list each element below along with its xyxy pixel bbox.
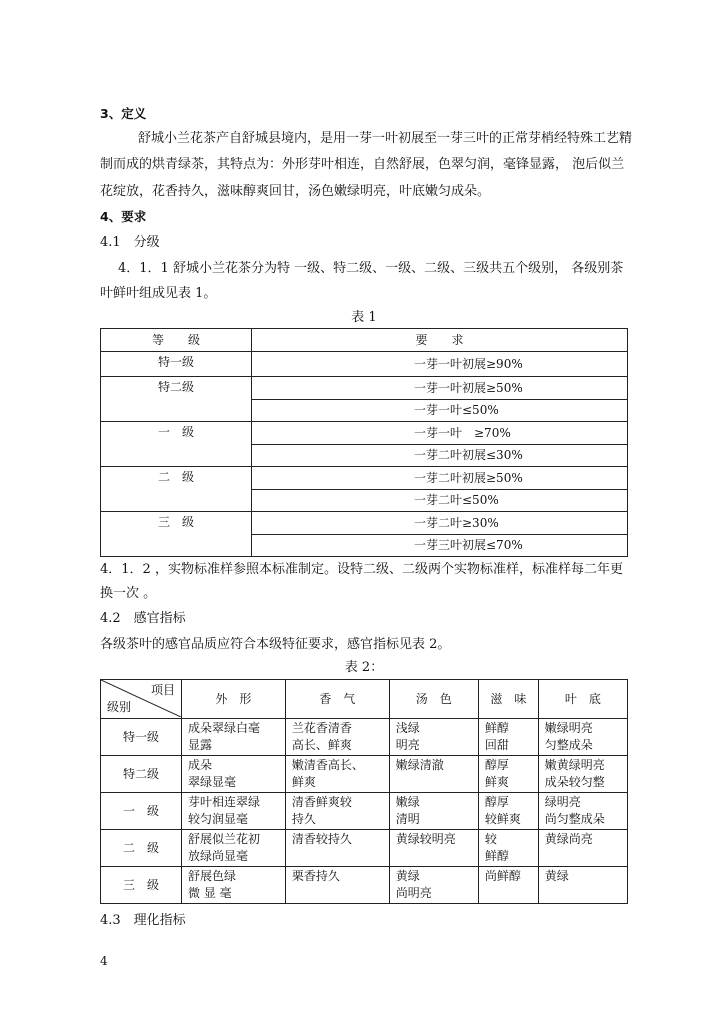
cell-line: 嫩绿 [395, 795, 420, 809]
table-row [101, 830, 628, 867]
cell-line: 清香较持久 [291, 832, 352, 846]
cell-line: 较匀润显毫 [188, 812, 249, 826]
section-4-1-1-line-1: 4．1．1 舒城小兰花茶分为特 一级、特二级、一级、二级、三级共五个级别， 各级别茶 [118, 261, 624, 276]
table-1-header-grade: 等 级 [101, 329, 252, 352]
cell-line: 微 显 毫 [188, 886, 232, 900]
cell-line: 嫩绿明亮 [544, 721, 593, 735]
requirement-text: 一芽二叶初展≤30% [414, 448, 523, 463]
cell-line: 黄绿尚亮 [544, 832, 593, 846]
section-4-2-line: 各级茶叶的感官品质应符合本级特征要求，感官指标见表 2。 [100, 637, 451, 652]
table-1-grade: 特一级 [101, 351, 252, 377]
table-2-cell [478, 756, 538, 793]
cell-line: 放绿尚显毫 [188, 849, 249, 863]
table-2-cell [285, 793, 389, 830]
cell-line: 尚匀整成朵 [544, 812, 605, 826]
cell-line: 较鲜爽 [484, 812, 521, 826]
section-3-line-2: 制而成的烘青绿茶，其特点为：外形芽叶相连，自然舒展，色翠匀润，毫锋显露， 泡后似兰 [100, 157, 625, 172]
cell-line: 成朵较匀整 [544, 775, 605, 789]
cell-line: 鲜醇 [484, 849, 509, 863]
cell-line: 绿明亮 [544, 795, 581, 809]
table-1-requirement [252, 534, 628, 557]
section-4-heading: 4、要求 [100, 209, 147, 224]
table-row [101, 756, 628, 793]
section-4-2-title: 4.2 感官指标 [100, 611, 186, 626]
section-4-1-2-line-2: 换一次 。 [100, 586, 157, 601]
section-3-line-1: 舒城小兰花茶产自舒城县境内，是用一芽一叶初展至一芽三叶的正常芽梢经特殊工艺精 [138, 131, 633, 146]
cell-line: 清明 [395, 812, 420, 826]
requirement-text: 一芽二叶≥30% [414, 515, 499, 530]
table-2-body [101, 719, 628, 904]
page-number: 4 [100, 954, 108, 968]
requirement-text: 一芽三叶初展≤70% [414, 538, 523, 553]
cell-line: 鲜醇 [484, 721, 509, 735]
table-2-cell [478, 830, 538, 867]
table-1 [100, 328, 628, 557]
table-2-grade: 一 级 [101, 793, 182, 830]
cell-line: 显露 [188, 738, 213, 752]
table-1-requirement [252, 467, 628, 490]
table-1-requirement [252, 422, 628, 445]
cell-line: 尚明亮 [395, 886, 432, 900]
cell-line: 嫩绿清澈 [395, 758, 444, 772]
cell-line: 成朵翠绿白毫 [188, 721, 261, 735]
cell-line: 较 [484, 832, 497, 846]
table-2-cell [538, 756, 627, 793]
table-1-requirement [252, 512, 628, 535]
table-2-header: 香 气 [285, 680, 389, 719]
cell-line: 高长、鲜爽 [291, 738, 352, 752]
section-4-3-title: 4.3 理化指标 [100, 913, 186, 928]
table-row [101, 867, 628, 904]
cell-line: 兰花香清香 [291, 721, 352, 735]
requirement-text: 一芽一叶初展≥50% [414, 380, 523, 395]
section-4-1-1-line-2: 叶鲜叶组成见表 1。 [100, 286, 217, 301]
cell-line: 成朵 [188, 758, 213, 772]
table-2-cell [182, 867, 286, 904]
table-2-header: 滋 味 [478, 680, 538, 719]
table-2-cell [389, 793, 478, 830]
cell-line: 舒展似兰花初 [188, 832, 261, 846]
table-2-cell [389, 719, 478, 756]
section-3-line-3: 花绽放，花香持久，滋味醇爽回甘，汤色嫩绿明亮，叶底嫩匀成朵。 [100, 184, 491, 199]
table-2-cell [389, 830, 478, 867]
cell-line: 鲜爽 [484, 775, 509, 789]
table-1-grade: 一 级 [101, 422, 252, 467]
cell-line: 芽叶相连翠绿 [188, 795, 261, 809]
cell-line: 舒展色绿 [188, 869, 237, 883]
table-2-cell [538, 867, 627, 904]
table-1-requirement [252, 377, 628, 400]
table-2-cell [478, 867, 538, 904]
table-2-cell [538, 719, 627, 756]
section-3-heading: 3、定义 [100, 106, 147, 121]
cell-line: 清香鲜爽较 [291, 795, 352, 809]
cell-line: 嫩黄绿明亮 [544, 758, 605, 772]
table-2-corner-bottom: 级别 [107, 700, 132, 714]
table-2-cell [538, 793, 627, 830]
table-2-cell [285, 719, 389, 756]
cell-line: 翠绿显毫 [188, 775, 237, 789]
table-2-grade: 特一级 [101, 719, 182, 756]
table-2 [100, 679, 628, 904]
table-2-cell [478, 793, 538, 830]
cell-line: 栗香持久 [291, 869, 340, 883]
table-2-cell [478, 719, 538, 756]
requirement-text: 一芽二叶≤50% [414, 493, 499, 508]
cell-line: 持久 [291, 812, 316, 826]
table-2-grade: 二 级 [101, 830, 182, 867]
table-2-cell [182, 719, 286, 756]
cell-line: 明亮 [395, 738, 420, 752]
table-2-cell [182, 756, 286, 793]
cell-line: 回甜 [484, 738, 509, 752]
table-1-requirement [252, 489, 628, 512]
table-1-grade: 特二级 [101, 377, 252, 422]
table-1-caption: 表 1 [351, 310, 377, 325]
table-2-corner-cell [101, 680, 182, 719]
table-1-requirement [252, 351, 628, 377]
cell-line: 醇厚 [484, 758, 509, 772]
table-2-header: 叶 底 [538, 680, 627, 719]
table-2-cell [538, 830, 627, 867]
section-4-1-title: 4.1 分级 [100, 235, 160, 250]
cell-line: 鲜爽 [291, 775, 316, 789]
table-1-requirement [252, 444, 628, 467]
cell-line: 黄绿较明亮 [395, 832, 456, 846]
cell-line: 尚鲜醇 [484, 869, 521, 883]
table-2-cell [182, 830, 286, 867]
table-1-header-requirement: 要 求 [252, 329, 628, 352]
cell-line: 浅绿 [395, 721, 420, 735]
table-row [101, 793, 628, 830]
cell-line: 嫩清香高长、 [291, 758, 364, 772]
table-2-header: 汤 色 [389, 680, 478, 719]
section-4-1-2-line-1: 4．1．2 ，实物标准样参照本标准制定。设特二级、二级两个实物标准样，标准样每二年更 [100, 562, 623, 577]
table-row [101, 719, 628, 756]
table-2-cell [182, 793, 286, 830]
table-1-grade: 二 级 [101, 467, 252, 512]
table-2-caption: 表 2： [344, 660, 384, 675]
cell-line: 黄绿 [395, 869, 420, 883]
table-2-cell [285, 756, 389, 793]
table-2-cell [389, 756, 478, 793]
cell-line: 黄绿 [544, 869, 569, 883]
table-2-cell [285, 830, 389, 867]
table-2-cell [285, 867, 389, 904]
table-2-grade: 特二级 [101, 756, 182, 793]
table-1-grade: 三 级 [101, 512, 252, 557]
table-1-requirement [252, 399, 628, 422]
table-2-corner-top: 项目 [150, 683, 175, 697]
table-2-header: 外 形 [182, 680, 286, 719]
requirement-text: 一芽一叶 ≥70% [414, 425, 511, 440]
requirement-text: 一芽一叶≤50% [414, 403, 499, 418]
table-2-cell [389, 867, 478, 904]
cell-line: 匀整成朵 [544, 738, 593, 752]
requirement-text: 一芽一叶初展≥90% [414, 356, 523, 371]
table-2-grade: 三 级 [101, 867, 182, 904]
cell-line: 醇厚 [484, 795, 509, 809]
requirement-text: 一芽二叶初展≥50% [414, 470, 523, 485]
